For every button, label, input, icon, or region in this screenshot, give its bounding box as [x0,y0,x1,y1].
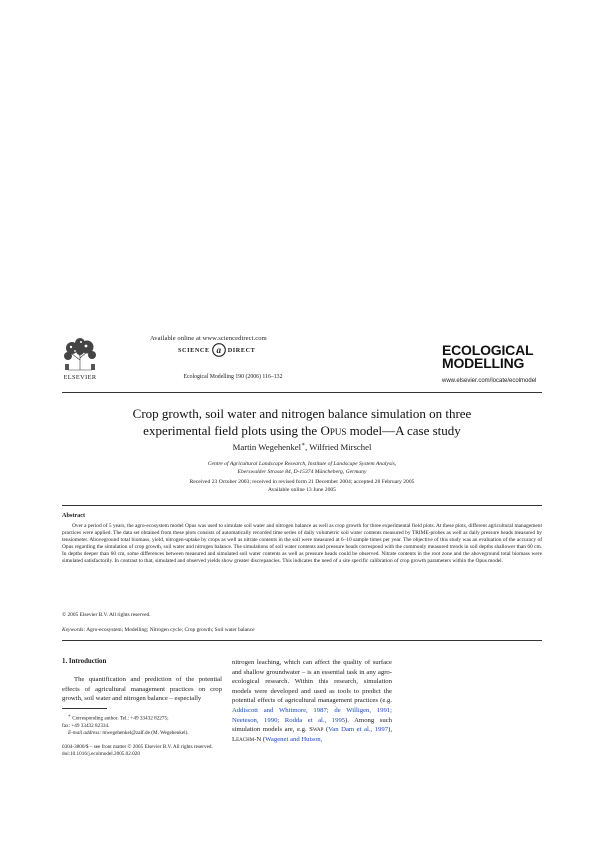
dates-received: Received 23 October 2003; received in revised form 21 December 2004; accepted 28 February 2005 [189,479,415,485]
available-online-text: Available online at www.sciencedirect.com [150,335,267,342]
sciencedirect-right: DIRECT [227,346,256,354]
elsevier-tree-logo-icon [60,336,100,372]
journal-title-line1: ECOLOGICAL [442,342,534,358]
footnote-fax: fax: +49 33432 82334. [62,722,110,729]
affiliation-line1: Centre of Agricultural Landscape Research, Institute of Landscape System Analysis, [207,461,397,467]
article-title [62,405,542,439]
model-swap: Swap [309,726,324,734]
sciencedirect-logo [178,343,255,357]
intro-right-text-3: ( [323,726,329,734]
email-label: E-mail address: [68,729,102,736]
title-line2-post: model—A case study [346,423,461,438]
title-line2-pre: experimental field plots using the [143,423,321,438]
journal-title [442,344,533,369]
author-2: , Wilfried Mirschel [305,441,372,452]
keywords [62,627,255,633]
journal-reference: Ecological Modelling 190 (2006) 116–132 [183,374,283,380]
journal-url-link[interactable]: www.elsevier.com/locate/ecolmodel [442,378,537,384]
citation-link-2[interactable]: Van Dam et al., 1997 [328,726,389,734]
at-sign-icon [212,343,226,357]
intro-right-text-4: ), [388,726,392,734]
copyright-notice: © 2005 Elsevier B.V. All rights reserved. [62,612,151,618]
affiliation-line2: Eberswalder Strasse 84, D-15374 Müncheberg, Germany [237,468,367,475]
intro-right-text-1: nitrogen leaching, which can affect the quality of surface and shallow groundwater – is an essential task in any agro-ecological research. Within this research, simulation models were developed and used as tools to predict the potential effects of agricultural management practices (e.g. [232,659,392,705]
intro-right-text-2: ). Among such simulation models are, e.g. [232,716,392,734]
author-1: Martin Wegehenkel [232,441,301,452]
footnote [62,712,227,737]
abstract-heading: Abstract [62,512,86,519]
model-leachm-n: Leachm-N [232,735,262,743]
abstract-bottom-divider [62,640,542,641]
abstract-text: Over a period of 5 years, the agro-ecosystem model Opus was used to simulate soil water and nitrogen balance as well as crop growth for three experimental field plots. At these plots, different agricultural management practices were applied. The data set obtained from these plots consists of automatically recorded time series of daily volumetric soil water contents measured by TRIME-probes as well as daily pressure heads measured by tensiometer. Aboveground total biomass, yield, nitrogen-uptake by crops as well as nitrate contents in the soil were measured at 6–10 sample times per year. The objective of this study was an evaluation of the accuracy of Opus regarding the simulation of crop growth, soil water and nitrogen balance. The simulations of soil water contents and pressure heads correspond with the commonly measured trends in soil depths shallower than 60 cm. In depths deeper than 60 cm, some differences between measured and simulated soil water contents as well as pressure heads could be observed. Nitrate contents in the root zone and the aboveground total biomass were simulated satisfactorily. In contrast to that, simulated and observed yields show greater discrepancies. This indicates the need of a site specific calibration of crop growth parameters within the Opus model. [62,523,542,565]
keywords-label: Keywords: [62,627,86,633]
footnote-mark: ∗ [68,713,71,718]
title-line2 [62,422,542,439]
journal-title-line2: MODELLING [442,354,525,371]
front-matter-info [62,744,262,759]
front-matter-line1: 0304-3800/$ – see front matter © 2005 Elsevier B.V. All rights reserved. [62,744,213,750]
affiliation [62,461,542,476]
publisher-name: ELSEVIER [63,374,97,381]
footnote-corresponding: Corresponding author. Tel.: +49 33432 82275; [70,715,169,722]
dates-online: Available online 13 June 2005 [268,486,336,493]
author-list [62,441,542,452]
citation-link-1[interactable]: Addiscott and Whitmore, 1987; de Willigen, 1991; Neeteson, 1990; Rodda et al., 1995 [232,706,392,724]
intro-left-paragraph: The quantification and prediction of the potential effects of agricultural management practices on crop growth, soil water and nitrogen balance – especially [62,676,222,703]
intro-right-text-5: ( [261,735,266,743]
title-line1: Crop growth, soil water and nitrogen balance simulation on three [132,406,472,421]
header-divider [62,392,542,393]
citation-link-3[interactable]: Wagenet and Hutson, [265,735,323,743]
abstract-top-divider [62,505,542,506]
svg-text:a: a [216,345,222,356]
footnote-line1 [62,712,227,723]
footnote-divider [62,708,107,709]
section-heading-introduction: 1. Introduction [62,658,107,665]
title-model-name: Opus [320,423,347,438]
keywords-list: Agro-ecosystem; Modelling; Nitrogen cycle; Crop growth; Soil water balance [86,627,255,633]
footnote-email [62,730,227,737]
doi-link[interactable]: doi:10.1016/j.ecolmodel.2005.02.020 [62,751,140,758]
corresponding-author-mark[interactable]: ∗ [300,442,306,448]
article-dates [62,479,542,494]
email-address-link[interactable]: mwegehenkel@zalf.de (M. Wegehenkel). [101,729,189,736]
sciencedirect-left: SCIENCE [178,346,210,354]
intro-right-paragraph [232,658,392,744]
